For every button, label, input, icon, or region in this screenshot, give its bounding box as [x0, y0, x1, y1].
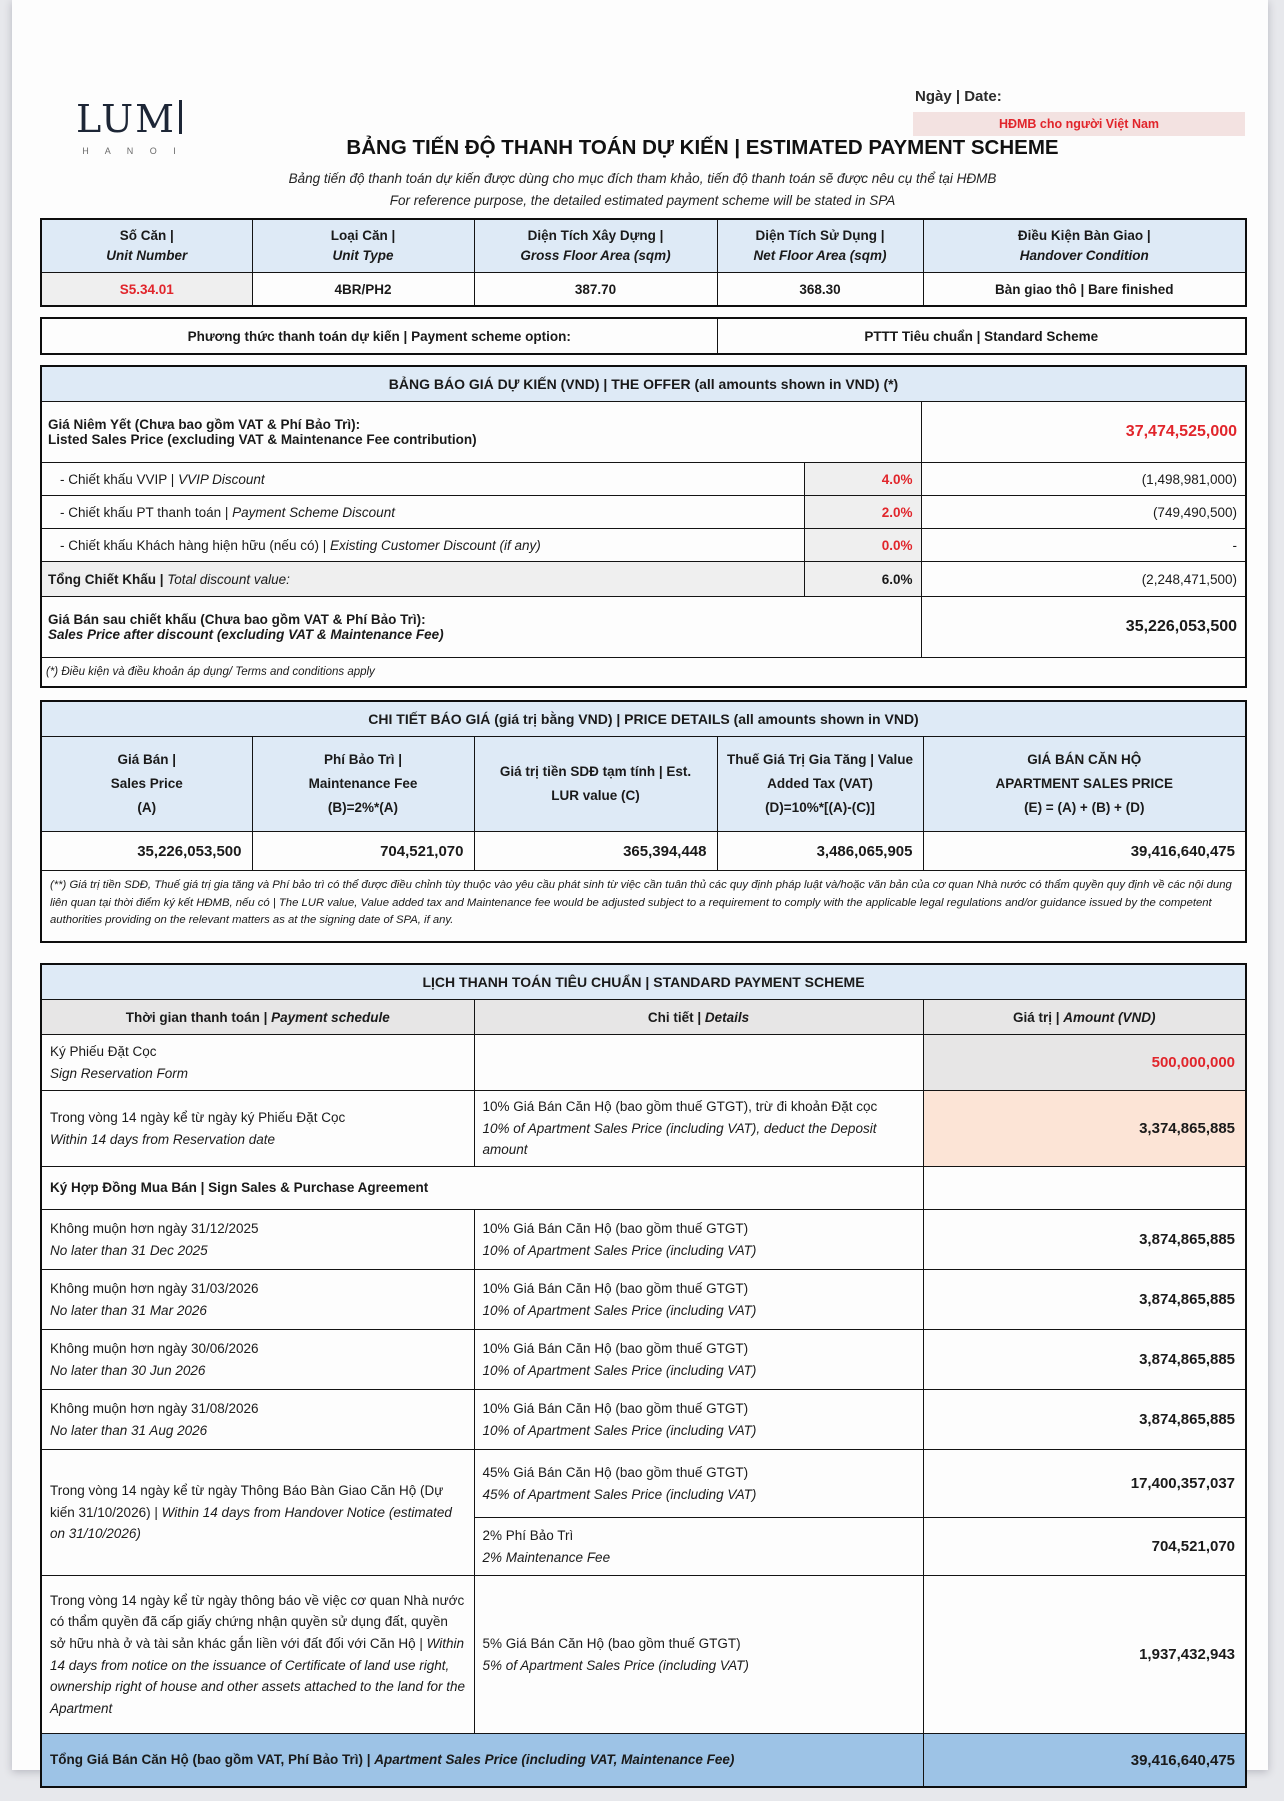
offer-section-title: BẢNG BÁO GIÁ DỰ KIẾN (VND) | THE OFFER (all amounts shown in VND) (*): [41, 366, 1246, 402]
total-label-vn: Tổng Giá Bán Căn Hộ (bao gồm VAT, Phí Bảo Trì) |: [50, 1752, 375, 1768]
sales-price-header: [41, 737, 252, 832]
schedule-vn: Ký Phiếu Đặt Cọc: [50, 1043, 157, 1059]
col-header-en: Amount (VND): [1063, 1009, 1156, 1025]
installment-schedule: [41, 1330, 474, 1390]
listed-price-en: Listed Sales Price (excluding VAT & Maintenance Fee contribution): [48, 432, 477, 447]
sales-price-value: 35,226,053,500: [41, 832, 252, 871]
payment-option-label: Phương thức thanh toán dự kiến | Payment scheme option:: [41, 318, 717, 354]
date-label: Ngày | Date:: [915, 88, 1002, 105]
installment-details: [474, 1270, 923, 1330]
header-en: Handover Condition: [1019, 248, 1149, 263]
logo-city: H A N O I: [82, 146, 183, 156]
header-vn: Điều Kiện Bàn Giao |: [1017, 227, 1151, 243]
installment-schedule: [41, 1210, 474, 1270]
after-price-en: Sales Price after discount (excluding VAT & Maintenance Fee): [48, 627, 444, 642]
handover-45pct-details: [474, 1450, 923, 1518]
installment-amount: 3,874,865,885: [923, 1330, 1246, 1390]
header-en: Gross Floor Area (sqm): [520, 248, 671, 263]
header-en: Net Floor Area (sqm): [753, 248, 887, 263]
listed-price-row: [41, 402, 1246, 463]
after-price-vn: Giá Bán sau chiết khấu (Chưa bao gồm VAT & Phí Bảo Trì):: [48, 612, 426, 627]
price-after-discount-amount: 35,226,053,500: [921, 597, 1246, 658]
label-vn: - Chiết khấu VVIP |: [60, 471, 179, 487]
spa-group-header-row: [41, 1167, 1246, 1210]
details-en: 10% of Apartment Sales Price (including VAT): [482, 1362, 757, 1378]
unit-number-header: [41, 219, 252, 273]
label-en: Total discount value:: [167, 571, 290, 587]
header-line: (D)=10%*[(A)-(C)]: [765, 800, 875, 816]
header-line: GIÁ BÁN CĂN HỘ: [1027, 751, 1142, 767]
total-discount-amount: (2,248,471,500): [921, 562, 1246, 597]
col-header-vn: Thời gian thanh toán |: [125, 1009, 272, 1025]
label-en: VVIP Discount: [178, 471, 265, 487]
payment-schedule-col-header: [41, 1000, 474, 1035]
schedule-vn: Trong vòng 14 ngày kể từ ngày ký Phiếu Đặt Cọc: [50, 1109, 346, 1125]
installment-dec2025-row: [41, 1210, 1246, 1270]
unit-info-table: [40, 218, 1247, 307]
schedule-en: No later than 30 Jun 2026: [50, 1362, 206, 1378]
schedule-en: Within 14 days from Reservation date: [50, 1131, 275, 1147]
price-details-title-row: [41, 701, 1246, 737]
vvip-discount-label: [41, 463, 804, 496]
schedule-en: No later than 31 Aug 2026: [50, 1422, 208, 1438]
header-line: Giá trị tiền SDĐ tạm tính | Est.: [499, 763, 692, 779]
details-vn: 10% Giá Bán Căn Hộ (bao gồm thuế GTGT): [482, 1280, 749, 1296]
certificate-schedule: [41, 1576, 474, 1734]
terms-row: [41, 658, 1246, 688]
unit-table-header-row: [41, 219, 1246, 273]
vvip-discount-pct: 4.0%: [804, 463, 921, 496]
price-details-title: CHI TIẾT BÁO GIÁ (giá trị bằng VND) | PRICE DETAILS (all amounts shown in VND): [41, 701, 1246, 737]
offer-table: [40, 365, 1247, 688]
details-vn: 45% Giá Bán Căn Hộ (bao gồm thuế GTGT): [482, 1464, 749, 1480]
price-details-header-row: [41, 737, 1246, 832]
handover-value: Bàn giao thô | Bare finished: [923, 273, 1246, 307]
subtitle-vietnamese: Bảng tiến độ thanh toán dự kiến được dùng cho mục đích tham khảo, tiến độ thanh toán sẽ được nêu cụ thể tại HĐMB: [288, 171, 997, 186]
label-en: Payment Scheme Discount: [232, 504, 395, 520]
label-vn: - Chiết khấu PT thanh toán |: [60, 504, 233, 520]
label-vn: Tổng Chiết Khấu |: [48, 571, 168, 587]
payment-scheme-table: [40, 963, 1247, 1788]
header-line: Thuế Giá Trị Gia Tăng | Value: [726, 751, 914, 767]
maintenance-details: [474, 1518, 923, 1576]
listed-price-vn: Giá Niêm Yết (Chưa bao gồm VAT & Phí Bảo Trì):: [48, 417, 361, 432]
details-en: 10% of Apartment Sales Price (including VAT), deduct the Deposit amount: [482, 1120, 877, 1158]
scheme-total-amount: 39,416,640,475: [923, 1734, 1246, 1788]
label-en: Existing Customer Discount (if any): [329, 537, 541, 553]
details-vn: 10% Giá Bán Căn Hộ (bao gồm thuế GTGT): [482, 1400, 749, 1416]
listed-price-label: [41, 402, 921, 463]
handover-45pct-amount: 17,400,357,037: [923, 1450, 1246, 1518]
details-en: 45% of Apartment Sales Price (including VAT): [482, 1486, 757, 1502]
schedule-en: No later than 31 Mar 2026: [50, 1302, 207, 1318]
contract-type-badge: HĐMB cho người Việt Nam: [913, 112, 1245, 136]
installment-details: [474, 1390, 923, 1450]
payment-scheme-discount-amount: (749,490,500): [921, 496, 1246, 529]
header-line: Maintenance Fee: [308, 775, 418, 791]
details-en: 5% of Apartment Sales Price (including VAT): [482, 1657, 749, 1673]
details-vn: 10% Giá Bán Căn Hộ (bao gồm thuế GTGT), trừ đi khoản Đặt cọc: [482, 1099, 878, 1115]
details-col-header: [474, 1000, 923, 1035]
subtitle-english: For reference purpose, the detailed estimated payment scheme will be stated in SPA: [389, 193, 896, 208]
price-details-footnote: (**) Giá trị tiền SDĐ, Thuế giá trị gia tăng và Phí bảo trì có thể được điều chỉnh tùy thuộc vào yêu cầu phát sinh từ việc cần tuân thủ các quy định pháp luật và/hoặc văn bản của cơ quan Nhà nước có thẩm quyền quy định về các nội dung liên quan tại thời điểm ký kết HĐMB, nếu có | The LUR value, Value added tax and Maintenance fee would be adjusted subject to a requirement to comply with the applicable legal regulations and/or guidance issued by the competent authorities providing on the relevant matters as at the signing date of SPA, if any.: [41, 871, 1246, 943]
col-header-en: Details: [704, 1009, 750, 1025]
header-en: Unit Number: [106, 248, 188, 263]
reservation-details: [474, 1035, 923, 1091]
existing-customer-discount-pct: 0.0%: [804, 529, 921, 562]
vvip-discount-row: [41, 463, 1246, 496]
existing-customer-discount-label: [41, 529, 804, 562]
details-vn: 10% Giá Bán Căn Hộ (bao gồm thuế GTGT): [482, 1340, 749, 1356]
maintenance-amount: 704,521,070: [923, 1518, 1246, 1576]
details-en: 10% of Apartment Sales Price (including VAT): [482, 1242, 757, 1258]
listed-price-amount: 37,474,525,000: [921, 402, 1246, 463]
schedule-en: No later than 31 Dec 2025: [50, 1242, 208, 1258]
unit-table-data-row: [41, 273, 1246, 307]
payment-option-row: [41, 318, 1246, 354]
apartment-sales-price-value: 39,416,640,475: [923, 832, 1246, 871]
schedule-vn: Trong vòng 14 ngày kể từ ngày Thông Báo Bàn Giao Căn Hộ (Dự kiến 31/10/2026) |: [50, 1483, 444, 1520]
payment-option-value: PTTT Tiêu chuẩn | Standard Scheme: [717, 318, 1246, 354]
label-vn: - Chiết khấu Khách hàng hiện hữu (nếu có) |: [60, 537, 330, 553]
price-details-table: [40, 700, 1247, 943]
logo-text: LUM: [75, 97, 177, 141]
details-vn: 5% Giá Bán Căn Hộ (bao gồm thuế GTGT): [482, 1635, 741, 1651]
nfa-header: [717, 219, 923, 273]
schedule-vn: Không muộn hơn ngày 31/08/2026: [50, 1400, 259, 1416]
amount-col-header: [923, 1000, 1246, 1035]
total-discount-row: [41, 562, 1246, 597]
header-vn: Diện Tích Xây Dựng |: [527, 227, 664, 243]
price-details-values-row: [41, 832, 1246, 871]
vat-value: 3,486,065,905: [717, 832, 923, 871]
installment-mar2026-row: [41, 1270, 1246, 1330]
header-line: Added Tax (VAT): [767, 775, 873, 791]
header-line: (A): [137, 800, 157, 816]
header-line: Giá Bán |: [117, 751, 177, 767]
deposit-10pct-row: [41, 1091, 1246, 1167]
details-vn: 2% Phí Bảo Trì: [482, 1527, 574, 1543]
certificate-details: [474, 1576, 923, 1734]
vvip-discount-amount: (1,498,981,000): [921, 463, 1246, 496]
header-vn: Loại Căn |: [330, 227, 396, 243]
schedule-en: Sign Reservation Form: [50, 1065, 189, 1081]
logo-i-bar-icon: [179, 100, 182, 134]
col-header-vn: Chi tiết |: [647, 1009, 705, 1025]
unit-type-value: 4BR/PH2: [252, 273, 474, 307]
maintenance-fee-header: [252, 737, 474, 832]
schedule-vn: Trong vòng 14 ngày kể từ ngày thông báo về việc cơ quan Nhà nước có thẩm quyền đã cấp giấy chứng nhận quyền sử dụng đất, quyền sở hữu nhà ở và tài sản khác gắn liền với đất đối với Căn Hộ |: [50, 1592, 465, 1651]
header-vn: Diện Tích Sử Dụng |: [755, 227, 885, 243]
scheme-title: LỊCH THANH TOÁN TIÊU CHUẨN | STANDARD PAYMENT SCHEME: [41, 964, 1246, 1000]
col-header-en: Payment schedule: [271, 1009, 390, 1025]
existing-customer-discount-row: [41, 529, 1246, 562]
certificate-amount: 1,937,432,943: [923, 1576, 1246, 1734]
spa-group-header: Ký Hợp Đồng Mua Bán | Sign Sales & Purchase Agreement: [41, 1167, 923, 1210]
lur-value-header: [474, 737, 717, 832]
reservation-row: [41, 1035, 1246, 1091]
offer-title-row: [41, 366, 1246, 402]
price-details-footnote-row: [41, 871, 1246, 943]
header-line: (E) = (A) + (B) + (D): [1024, 800, 1145, 816]
gfa-value: 387.70: [474, 273, 717, 307]
document-page: [12, 0, 1268, 1770]
logo-wordmark: [64, 97, 194, 141]
deposit-amount: 3,374,865,885: [923, 1091, 1246, 1167]
installment-schedule: [41, 1390, 474, 1450]
lur-value: 365,394,448: [474, 832, 717, 871]
maintenance-fee-value: 704,521,070: [252, 832, 474, 871]
schedule-vn: Không muộn hơn ngày 30/06/2026: [50, 1340, 259, 1356]
page-title: BẢNG TIẾN ĐỘ THANH TOÁN DỰ KIẾN | ESTIMATED PAYMENT SCHEME: [346, 136, 1059, 159]
installment-amount: 3,874,865,885: [923, 1390, 1246, 1450]
handover-45pct-row: [41, 1450, 1246, 1518]
handover-header: [923, 219, 1246, 273]
terms-note: (*) Điều kiện và điều khoản áp dụng/ Terms and conditions apply: [41, 658, 1246, 688]
header-en: Unit Type: [332, 248, 394, 263]
header-line: Phí Bảo Trì |: [323, 751, 403, 767]
details-en: 2% Maintenance Fee: [482, 1549, 611, 1565]
price-after-discount-label: [41, 597, 921, 658]
total-label-en: Apartment Sales Price (including VAT, Maintenance Fee): [374, 1752, 735, 1768]
payment-option-bar: [40, 317, 1247, 355]
schedule-en: Within 14 days from Handover Notice (estimated on 31/10/2026): [50, 1504, 452, 1542]
col-header-vn: Giá trị |: [1013, 1009, 1064, 1025]
unit-type-header: [252, 219, 474, 273]
spa-group-amount-empty: [923, 1167, 1246, 1210]
header-line: Sales Price: [110, 775, 183, 791]
certificate-5pct-row: [41, 1576, 1246, 1734]
header-line: LUR value (C): [551, 788, 640, 803]
schedule-vn: Không muộn hơn ngày 31/03/2026: [50, 1280, 259, 1296]
nfa-value: 368.30: [717, 273, 923, 307]
scheme-header-row: [41, 1000, 1246, 1035]
unit-number-value: S5.34.01: [41, 273, 252, 307]
vat-header: [717, 737, 923, 832]
installment-schedule: [41, 1270, 474, 1330]
details-en: 10% of Apartment Sales Price (including VAT): [482, 1422, 757, 1438]
deposit-details: [474, 1091, 923, 1167]
scheme-title-row: [41, 964, 1246, 1000]
reservation-amount: 500,000,000: [923, 1035, 1246, 1091]
details-vn: 10% Giá Bán Căn Hộ (bao gồm thuế GTGT): [482, 1220, 749, 1236]
payment-scheme-discount-pct: 2.0%: [804, 496, 921, 529]
total-discount-pct: 6.0%: [804, 562, 921, 597]
installment-aug2026-row: [41, 1390, 1246, 1450]
details-en: 10% of Apartment Sales Price (including VAT): [482, 1302, 757, 1318]
document-header: [40, 0, 1245, 218]
reservation-schedule: [41, 1035, 474, 1091]
total-discount-label: [41, 562, 804, 597]
existing-customer-discount-amount: -: [921, 529, 1246, 562]
installment-jun2026-row: [41, 1330, 1246, 1390]
scheme-total-label: [41, 1734, 923, 1788]
installment-amount: 3,874,865,885: [923, 1270, 1246, 1330]
header-line: (B)=2%*(A): [327, 800, 399, 816]
header-line: APARTMENT SALES PRICE: [995, 775, 1173, 791]
schedule-en: Within 14 days from notice on the issuance of Certificate of land use right, ownership right of house and other assets attached to the land for the Apartment: [50, 1635, 466, 1716]
gfa-header: [474, 219, 717, 273]
deposit-schedule: [41, 1091, 474, 1167]
price-after-discount-row: [41, 597, 1246, 658]
installment-details: [474, 1210, 923, 1270]
header-vn: Số Căn |: [119, 227, 174, 243]
schedule-vn: Không muộn hơn ngày 31/12/2025: [50, 1220, 259, 1236]
apartment-sales-price-header: [923, 737, 1246, 832]
installment-amount: 3,874,865,885: [923, 1210, 1246, 1270]
handover-schedule: [41, 1450, 474, 1576]
payment-scheme-discount-label: [41, 496, 804, 529]
scheme-total-row: [41, 1734, 1246, 1788]
installment-details: [474, 1330, 923, 1390]
payment-scheme-discount-row: [41, 496, 1246, 529]
